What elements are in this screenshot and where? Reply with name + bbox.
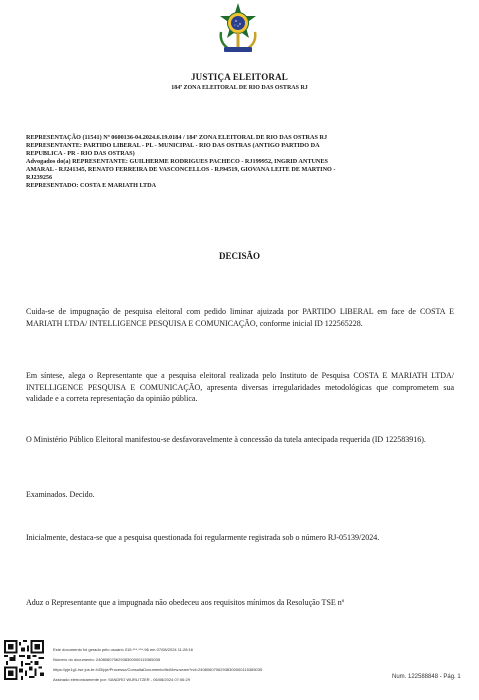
paragraph-5: Inicialmente, destaca-se que a pesquisa questionada foi regularmente registrada sob o número RJ-05139/2024.	[26, 533, 380, 542]
advogados-line: Advogados do(a) REPRESENTANTE: GUILHERME RODRIGUES PACHECO - RJ199952, INGRID ANTUNES	[26, 158, 328, 165]
advogados-line-end: RJ239256	[26, 174, 53, 181]
court-subtitle: 184ª ZONA ELEITORAL DE RIO DAS OSTRAS RJ	[171, 85, 308, 91]
document-page-number: Num. 122588848 - Pág. 1	[392, 674, 461, 680]
brazil-coat-of-arms-icon	[213, 2, 263, 56]
representante-line-cont: REPUBLICA - PR - RIO DAS OSTRAS)	[26, 150, 135, 157]
paragraph-4: Examinados. Decido.	[26, 490, 95, 499]
advogados-line-cont: AMARAL - RJ241345, RENATO FERREIRA DE VASCONCELLOS - RJ94519, GIOVANA LEITE DE MARTINO -	[26, 166, 336, 173]
paragraph-6: Aduz o Representante que a impugnada não obedeceu aos requisitos mínimos da Resolução TSE nº	[26, 598, 345, 607]
paragraph-1: Cuida-se de impugnação de pesquisa eleitoral com pedido liminar ajuizada por PARTIDO LIBERAL em face de COSTA E MARIATH LTDA/ INTELLIGENCE PESQUISA E COMUNICAÇÃO, conforme inicial ID 122565228.	[26, 307, 454, 328]
representado-line: REPRESENTADO: COSTA E MARIATH LTDA	[26, 182, 157, 189]
court-title: JUSTIÇA ELEITORAL	[190, 72, 289, 82]
case-number-line: REPRESENTAÇÃO (11541) Nº 0600136-04.2024.6.19.0184 / 184ª ZONA ELEITORAL DE RIO DAS OSTRAS RJ	[26, 134, 328, 141]
qr-code-icon	[4, 640, 44, 680]
signature-info-number: Número do documento: 24080607062938300000115365035	[53, 657, 161, 662]
signature-info-signer: Assinado eletronicamente por: SANDRO WURLITZER - 06/08/2024 07:06:29	[53, 677, 190, 682]
paragraph-3: O Ministério Público Eleitoral manifestou-se desfavoravelmente à concessão da tutela antecipada requerida (ID 122583916).	[26, 435, 426, 444]
decision-heading: DECISÃO	[218, 251, 260, 261]
case-info	[26, 134, 456, 190]
signature-info-url[interactable]: https://pje1g1.tse.jus.br:443/pje/Processo/ConsultaDocumento/listView.seam?nd=24080607062938300000115365035	[53, 667, 263, 672]
representante-line: REPRESENTANTE: PARTIDO LIBERAL - PL - MUNICIPAL - RIO DAS OSTRAS (ANTIGO PARTIDO DA	[26, 142, 320, 149]
signature-info-generated: Este documento foi gerado pelo usuário 015.***.***-96 em 07/08/2024 11:28:16	[53, 647, 194, 652]
paragraph-2: Em síntese, alega o Representante que a pesquisa eleitoral realizada pelo Instituto de Pesquisa COSTA E MARIATH LTDA/ INTELLIGENCE PESQUISA E COMUNICAÇÃO, apresenta diversas irregularidades metodológicas que comprometem sua validade e a correta representação da opinião pública.	[26, 371, 454, 403]
